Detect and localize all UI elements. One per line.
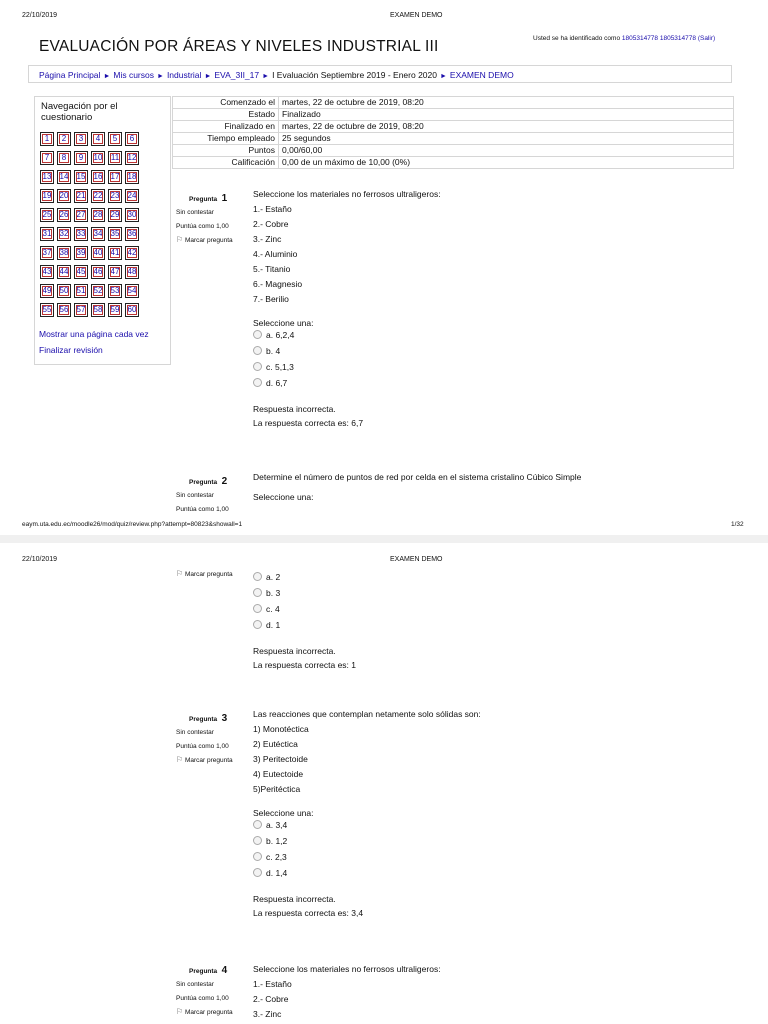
radio-button[interactable] (253, 330, 262, 339)
question-nav-button[interactable]: 49 (40, 284, 54, 298)
flag-label: Marcar pregunta (184, 757, 233, 764)
summary-label: Calificación (173, 157, 279, 169)
question-info-1 (176, 188, 246, 244)
attempt-summary-table (172, 96, 734, 169)
question-item: 2) Eutéctica (253, 739, 298, 749)
answer-option-label: a. 2 (266, 572, 281, 582)
question-info-2 (176, 471, 246, 513)
summary-label: Tiempo empleado (173, 133, 279, 145)
flag-question-button[interactable] (176, 756, 246, 764)
breadcrumb-separator: ► (157, 73, 164, 80)
question-nav-button[interactable]: 58 (91, 303, 105, 317)
question-content-4 (253, 964, 441, 1019)
answer-option[interactable] (253, 620, 356, 630)
question-nav-button[interactable]: 60 (125, 303, 139, 317)
breadcrumb-separator: ► (262, 73, 270, 80)
question-nav-button[interactable]: 45 (74, 265, 88, 279)
answer-option[interactable] (253, 362, 441, 372)
question-text: Seleccione los materiales no ferrosos ultraligeros: (253, 964, 441, 974)
question-nav-button[interactable]: 44 (57, 265, 71, 279)
correct-answer-text: La respuesta correcta es: 1 (253, 660, 357, 670)
answer-option[interactable] (253, 346, 441, 356)
question-number: 3 (221, 713, 228, 724)
question-nav-button[interactable]: 34 (91, 227, 105, 241)
radio-button[interactable] (253, 572, 262, 581)
question-nav-button[interactable]: 31 (40, 227, 54, 241)
question-item: 4.- Aluminio (253, 249, 298, 259)
answer-option-label: c. 2,3 (266, 852, 287, 862)
answer-option[interactable] (253, 868, 481, 878)
question-item: 1.- Estaño (253, 979, 292, 989)
radio-button[interactable] (253, 362, 262, 371)
question-item: 1.- Estaño (253, 204, 292, 214)
question-nav-button[interactable]: 29 (108, 208, 122, 222)
question-nav-button[interactable]: 7 (40, 151, 54, 165)
answer-option-label: b. 4 (266, 346, 281, 356)
question-points: Puntúa como 1,00 (176, 743, 229, 750)
question-nav-button[interactable]: 11 (108, 151, 122, 165)
summary-value: 0,00 de un máximo de 10,00 (0%) (279, 157, 734, 169)
logout-link[interactable]: (Salir) (697, 35, 716, 42)
page-break (0, 535, 768, 543)
answer-option[interactable] (253, 572, 356, 582)
question-nav-button[interactable]: 25 (40, 208, 54, 222)
question-item: 7.- Berilio (253, 294, 289, 304)
radio-button[interactable] (253, 604, 262, 613)
select-one-label: Seleccione una: (253, 492, 314, 502)
question-content-2-cont (253, 572, 356, 670)
breadcrumb-course[interactable]: EVA_3II_17 (214, 70, 260, 80)
flag-icon: ⚐ (176, 1007, 184, 1016)
answer-option-label: b. 1,2 (266, 836, 288, 846)
question-label: Pregunta (189, 479, 218, 486)
question-nav-button[interactable]: 10 (91, 151, 105, 165)
answer-option[interactable] (253, 378, 441, 388)
select-one-label: Seleccione una: (253, 318, 314, 328)
summary-value: martes, 22 de octubre de 2019, 08:20 (279, 121, 734, 133)
question-number: 4 (221, 965, 228, 976)
question-nav-button[interactable]: 55 (40, 303, 54, 317)
question-number: 2 (221, 476, 228, 487)
answer-option[interactable] (253, 836, 481, 846)
summary-value: 25 segundos (279, 133, 734, 145)
user-profile-link[interactable]: 1805314778 1805314778 (621, 35, 696, 42)
question-nav-button[interactable]: 30 (125, 208, 139, 222)
radio-button[interactable] (253, 588, 262, 597)
question-info-2-cont (176, 570, 246, 578)
summary-row (173, 121, 734, 133)
summary-row (173, 109, 734, 121)
question-nav-button[interactable]: 22 (91, 189, 105, 203)
question-nav-button[interactable]: 24 (125, 189, 139, 203)
question-label: Pregunta (189, 716, 218, 723)
login-prefix: Usted se ha identificado como (533, 35, 621, 42)
breadcrumb-quiz[interactable]: EXAMEN DEMO (449, 70, 514, 80)
answer-option-label: d. 1,4 (266, 868, 288, 878)
print-header-title: EXAMEN DEMO (390, 12, 443, 19)
question-nav-button[interactable]: 23 (108, 189, 122, 203)
breadcrumb-section: I Evaluación Septiembre 2019 - Enero 2020 (272, 70, 437, 80)
question-nav-button[interactable]: 53 (108, 284, 122, 298)
print-header-title: EXAMEN DEMO (390, 556, 443, 563)
question-nav-button[interactable]: 33 (74, 227, 88, 241)
summary-label: Puntos (173, 145, 279, 157)
question-nav-button[interactable]: 36 (125, 227, 139, 241)
question-nav-button[interactable]: 57 (74, 303, 88, 317)
feedback-text: Respuesta incorrecta. (253, 894, 336, 904)
question-info-4 (176, 960, 246, 1016)
question-label: Pregunta (189, 196, 218, 203)
question-content-2 (253, 472, 581, 502)
question-nav-button[interactable]: 1 (40, 132, 54, 146)
flag-icon: ⚐ (176, 569, 184, 578)
question-points: Puntúa como 1,00 (176, 223, 229, 230)
flag-label: Marcar pregunta (184, 1009, 233, 1016)
question-content-1 (253, 189, 441, 428)
question-nav-button[interactable]: 4 (91, 132, 105, 146)
question-nav-button[interactable]: 42 (125, 246, 139, 260)
question-nav-button[interactable]: 17 (108, 170, 122, 184)
question-content-3 (253, 709, 481, 918)
correct-answer-text: La respuesta correcta es: 3,4 (253, 908, 364, 918)
question-status: Sin contestar (176, 981, 214, 988)
answer-option-label: a. 3,4 (266, 820, 288, 830)
answer-option[interactable] (253, 604, 356, 614)
feedback-text: Respuesta incorrecta. (253, 646, 336, 656)
question-nav-button[interactable]: 40 (91, 246, 105, 260)
breadcrumb-separator: ► (439, 73, 447, 80)
show-one-page-link[interactable]: Mostrar una página cada vez (39, 329, 149, 339)
question-nav-button[interactable]: 41 (108, 246, 122, 260)
finish-review-link[interactable]: Finalizar revisión (39, 345, 103, 355)
print-header-date: 22/10/2019 (22, 556, 58, 563)
answer-option[interactable] (253, 852, 481, 862)
question-nav-button[interactable]: 48 (125, 265, 139, 279)
question-item: 5.- Titanio (253, 264, 291, 274)
answer-option-label: b. 3 (266, 588, 281, 598)
summary-value: Finalizado (279, 109, 734, 121)
question-nav-button[interactable]: 52 (91, 284, 105, 298)
question-item: 3.- Zinc (253, 234, 282, 244)
breadcrumb-separator: ► (204, 73, 212, 80)
question-text: Seleccione los materiales no ferrosos ultraligeros: (253, 189, 441, 199)
question-nav-button[interactable]: 39 (74, 246, 88, 260)
radio-button[interactable] (253, 852, 262, 861)
select-one-label: Seleccione una: (253, 808, 314, 818)
question-item: 2.- Cobre (253, 219, 289, 229)
question-nav-button[interactable]: 8 (57, 151, 71, 165)
question-nav-button[interactable]: 50 (57, 284, 71, 298)
question-info-3 (176, 708, 246, 764)
question-nav-button[interactable]: 28 (91, 208, 105, 222)
question-nav-button[interactable]: 47 (108, 265, 122, 279)
flag-icon: ⚐ (176, 755, 184, 764)
question-points: Puntúa como 1,00 (176, 995, 229, 1002)
question-nav-button[interactable]: 51 (74, 284, 88, 298)
summary-row (173, 97, 734, 109)
question-nav-button[interactable]: 20 (57, 189, 71, 203)
answer-option[interactable] (253, 820, 481, 830)
question-nav-button[interactable]: 56 (57, 303, 71, 317)
print-footer-url: eaym.uta.edu.ec/moodle26/mod/quiz/review.php?attempt=80823&showall=1 (22, 521, 243, 528)
radio-button[interactable] (253, 378, 262, 387)
question-nav-button[interactable]: 35 (108, 227, 122, 241)
radio-button[interactable] (253, 620, 262, 629)
summary-value: martes, 22 de octubre de 2019, 08:20 (279, 97, 734, 109)
answer-option-label: c. 5,1,3 (266, 362, 294, 372)
breadcrumb (28, 65, 732, 83)
radio-button[interactable] (253, 346, 262, 355)
radio-button[interactable] (253, 820, 262, 829)
question-item: 6.- Magnesio (253, 279, 303, 289)
question-item: 5)Peritéctica (253, 784, 301, 794)
flag-icon: ⚐ (176, 235, 184, 244)
question-nav-button[interactable]: 32 (57, 227, 71, 241)
answer-option-label: d. 1 (266, 620, 281, 630)
question-nav-button[interactable]: 14 (57, 170, 71, 184)
feedback-text: Respuesta incorrecta. (253, 404, 336, 414)
answer-option[interactable] (253, 330, 441, 340)
question-nav-button[interactable]: 9 (74, 151, 88, 165)
question-nav-button[interactable]: 18 (125, 170, 139, 184)
question-nav-button[interactable]: 46 (91, 265, 105, 279)
login-info (533, 35, 715, 42)
question-nav-button[interactable]: 15 (74, 170, 88, 184)
question-nav-button[interactable]: 27 (74, 208, 88, 222)
summary-row (173, 145, 734, 157)
flag-label: Marcar pregunta (184, 571, 233, 578)
question-nav-button[interactable]: 3 (74, 132, 88, 146)
quiz-navigation-block (34, 96, 171, 365)
quiz-navigation-title: Navegación por el cuestionario (41, 101, 118, 123)
question-nav-button[interactable]: 12 (125, 151, 139, 165)
breadcrumb-home[interactable]: Página Principal (39, 70, 101, 80)
question-text: Las reacciones que contemplan netamente solo sólidas son: (253, 709, 481, 719)
question-label: Pregunta (189, 968, 218, 975)
question-nav-button[interactable]: 13 (40, 170, 54, 184)
summary-value: 0,00/60,00 (279, 145, 734, 157)
radio-button[interactable] (253, 868, 262, 877)
answer-option-label: c. 4 (266, 604, 280, 614)
answer-option[interactable] (253, 588, 356, 598)
question-nav-button[interactable]: 59 (108, 303, 122, 317)
page-title: EVALUACIÓN POR ÁREAS Y NIVELES INDUSTRIAL III (39, 38, 439, 55)
summary-row (173, 157, 734, 169)
question-nav-button[interactable]: 54 (125, 284, 139, 298)
question-nav-button[interactable]: 6 (125, 132, 139, 146)
question-nav-button[interactable]: 26 (57, 208, 71, 222)
question-item: 3) Peritectoide (253, 754, 308, 764)
question-nav-button[interactable]: 19 (40, 189, 54, 203)
answer-option-label: d. 6,7 (266, 378, 288, 388)
question-nav-button[interactable]: 2 (57, 132, 71, 146)
question-status: Sin contestar (176, 209, 214, 216)
question-nav-button[interactable]: 5 (108, 132, 122, 146)
question-text: Determine el número de puntos de red por celda en el sistema cristalino Cúbico Simple (253, 472, 582, 482)
print-footer-page: 1/32 (731, 521, 744, 528)
flag-question-button[interactable] (176, 236, 246, 244)
summary-row (173, 133, 734, 145)
question-item: 1) Monotéctica (253, 724, 309, 734)
question-nav-button[interactable]: 43 (40, 265, 54, 279)
question-nav-button[interactable]: 37 (40, 246, 54, 260)
flag-question-button[interactable] (176, 570, 246, 578)
question-nav-button[interactable]: 38 (57, 246, 71, 260)
summary-label: Estado (173, 109, 279, 121)
radio-button[interactable] (253, 836, 262, 845)
breadcrumb-category[interactable]: Industrial (166, 70, 202, 80)
question-nav-button[interactable]: 21 (74, 189, 88, 203)
print-header-date: 22/10/2019 (22, 12, 58, 19)
question-number-grid (40, 132, 139, 317)
answer-option-label: a. 6,2,4 (266, 330, 295, 340)
question-item: 3.- Zinc (253, 1009, 282, 1019)
summary-label: Comenzado el (173, 97, 279, 109)
question-status: Sin contestar (176, 492, 214, 499)
question-number: 1 (221, 193, 228, 204)
question-item: 2.- Cobre (253, 994, 289, 1004)
question-status: Sin contestar (176, 729, 214, 736)
correct-answer-text: La respuesta correcta es: 6,7 (253, 418, 364, 428)
breadcrumb-courses[interactable]: Mis cursos (113, 70, 154, 80)
question-points: Puntúa como 1,00 (176, 506, 229, 513)
summary-label: Finalizado en (173, 121, 279, 133)
flag-label: Marcar pregunta (184, 237, 233, 244)
question-nav-button[interactable]: 16 (91, 170, 105, 184)
breadcrumb-separator: ► (103, 73, 111, 80)
question-item: 4) Eutectoide (253, 769, 304, 779)
flag-question-button[interactable] (176, 1008, 246, 1016)
